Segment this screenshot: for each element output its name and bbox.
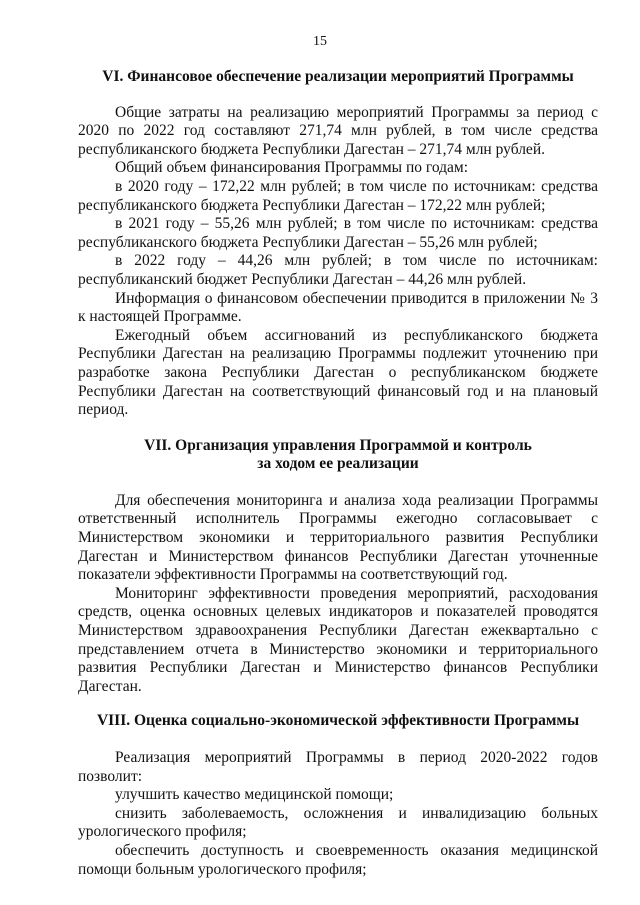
document-body [78, 64, 598, 879]
paragraph: Для обеспечения мониторинга и анализа хода реализации Программы ответственный исполнитель Программы ежегодно согласовывает с Министерством экономики и территориального развития Республики Дагестан и Министерством финансов Республики Дагестан уточненные показатели эффективности Программы на соответствующий год. [78, 491, 598, 584]
paragraph: Общий объем финансирования Программы по годам: [115, 159, 469, 177]
section-management [78, 437, 598, 697]
section-heading: VI. Финансовое обеспечение реализации мероприятий Программы [102, 68, 574, 85]
section-financing [78, 68, 598, 420]
paragraph: Общие затраты на реализацию мероприятий Программы за период с 2020 по 2022 год составляют 271,74 млн рублей, в том числе средства республиканского бюджета Республики Дагестан – 271,74 млн рублей. [78, 103, 598, 158]
section-heading: VIII. Оценка социально-экономической эффективности Программы [96, 712, 580, 730]
section-heading-line: за ходом ее реализации [257, 455, 419, 473]
section-efficiency [78, 712, 598, 879]
paragraph: Ежегодный объем ассигнований из республиканского бюджета Республики Дагестан на реализацию Программы подлежит уточнению при разработке закона Республики Дагестан о республиканском бюджете Республики Дагестан на соответствующий финансовый год и на плановый период. [78, 326, 598, 419]
page-number: 15 [313, 34, 327, 49]
section-heading-line: VII. Организация управления Программой и контроль [144, 436, 532, 454]
paragraph: в 2022 году – 44,26 млн рублей; в том числе по источникам: республиканский бюджет Республики Дагестан – 44,26 млн рублей. [78, 252, 598, 288]
paragraph: Мониторинг эффективности проведения мероприятий, расходования средств, оценка основных целевых индикаторов и показателей проводятся Министерством здравоохранения Республики Дагестан ежеквартально с представлением отчета в Министерство экономики и территориального развития Республики Дагестан и Министерство финансов Республики Дагестан. [78, 584, 598, 695]
paragraph: обеспечить доступность и своевременность оказания медицинской помощи больным урологического профиля; [78, 841, 598, 878]
paragraph: Информация о финансовом обеспечении приводится в приложении № 3 к настоящей Программе. [78, 289, 598, 326]
paragraph: Реализация мероприятий Программы в период 2020-2022 годов позволит: [78, 749, 598, 785]
section-heading [78, 437, 598, 474]
paragraph: в 2020 году – 172,22 млн рублей; в том числе по источникам: средства республиканского бюджета Республики Дагестан – 172,22 млн рублей; [78, 177, 598, 214]
paragraph: снизить заболеваемость, осложнения и инвалидизацию больных урологического профиля; [78, 804, 598, 841]
paragraph: в 2021 году – 55,26 млн рублей; в том числе по источникам: средства республиканского бюджета Республики Дагестан – 55,26 млн рублей; [78, 215, 598, 251]
paragraph: улучшить качество медицинской помощи; [115, 786, 394, 804]
